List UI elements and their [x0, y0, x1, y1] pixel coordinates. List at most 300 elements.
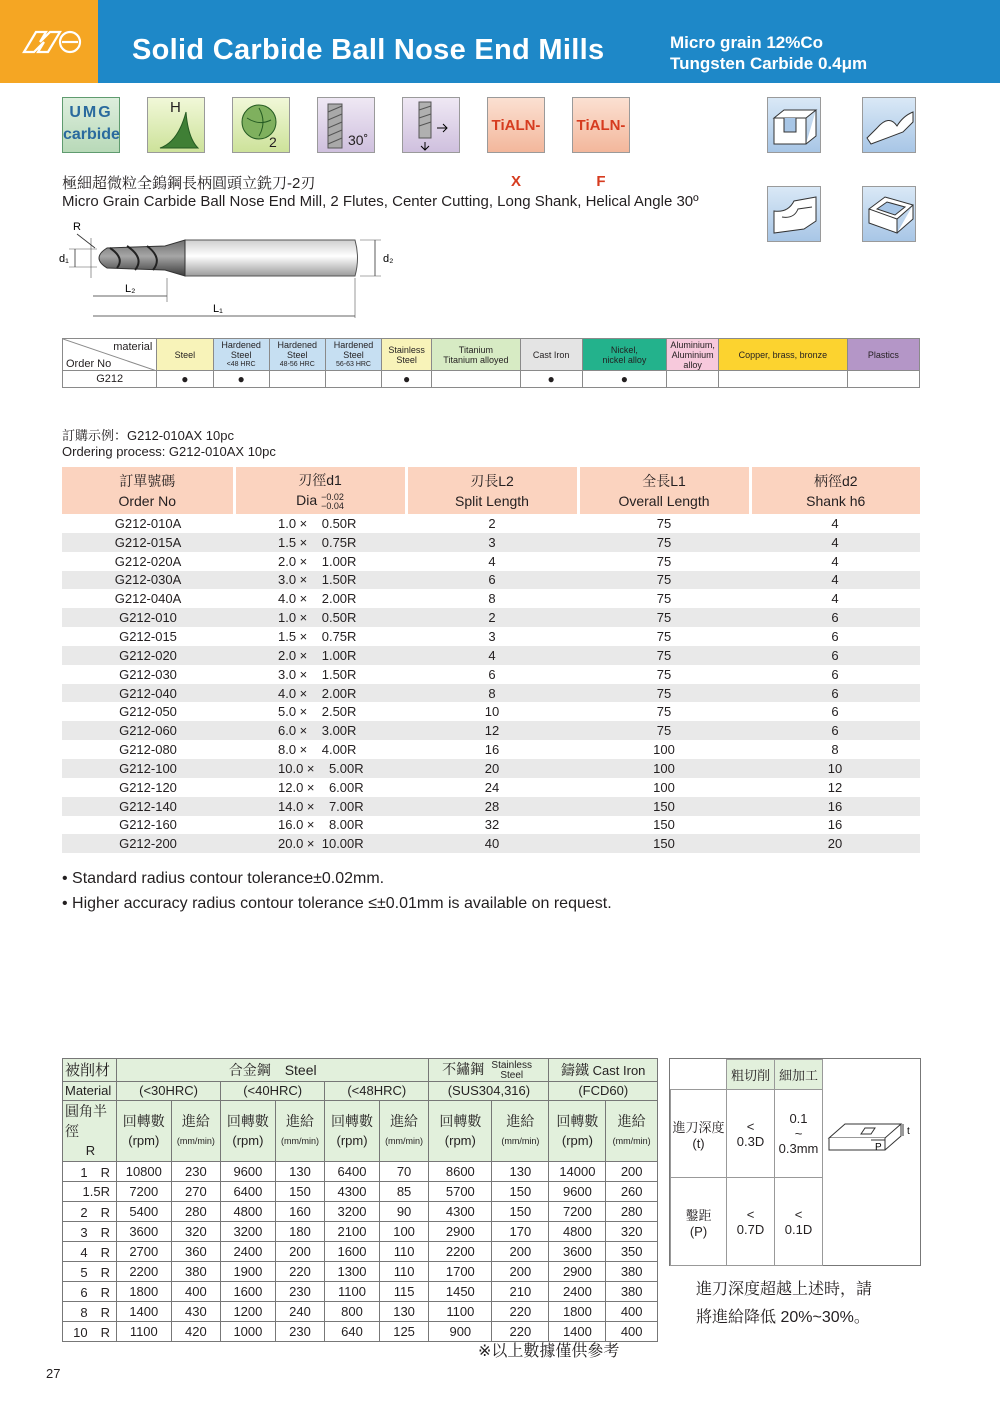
overall-length-cell: 75 — [578, 684, 750, 703]
rpm-cell: 2900 — [549, 1262, 606, 1282]
rpm-cell: 1600 — [221, 1282, 276, 1302]
rpm-cell: 9600 — [549, 1182, 606, 1202]
rpm-cn: 回轉數 — [556, 1113, 599, 1130]
cutting-row — [63, 1162, 658, 1182]
rpm-cell: 1000 — [221, 1322, 276, 1342]
cast-en: Cast Iron — [592, 1062, 646, 1078]
order-no-cell: G212-100 — [62, 759, 234, 778]
col-overall-length-en: Overall Length — [618, 492, 710, 509]
rpm-cell: 4300 — [429, 1202, 492, 1222]
spec-row — [62, 834, 920, 853]
ordering-example-en: Ordering process: G212-010AX 10pc — [62, 444, 276, 459]
rpm-cell: 9600 — [221, 1162, 276, 1182]
shank-cell: 8 — [831, 742, 839, 758]
material-col-label: Nickel, — [610, 344, 638, 355]
t-label: t — [907, 1125, 910, 1137]
shank-cell: 12 — [827, 779, 843, 795]
feed-cell: 280 — [606, 1202, 658, 1222]
feed-cn: 進給 — [506, 1113, 535, 1130]
shank-cell: 20 — [750, 834, 920, 853]
col-dia-en-wrap — [236, 490, 405, 510]
label-l1: L₁ — [213, 303, 223, 315]
radius-cell: 4 R — [63, 1242, 117, 1262]
rpm-cell: 1400 — [549, 1322, 606, 1342]
rpm-header — [117, 1101, 172, 1162]
shank-cell: 6 — [750, 684, 920, 703]
col-split-length-cn: 刃長L2 — [470, 472, 514, 489]
depth-en: (t) — [692, 1135, 705, 1151]
suitability-mark — [325, 371, 381, 388]
dia-cell: 1.5 × 0.75R — [278, 628, 357, 644]
feed-cell: 380 — [606, 1262, 658, 1282]
feed-cell: 420 — [171, 1322, 221, 1342]
spec-header-row — [62, 467, 920, 514]
overall-length-cell: 75 — [656, 704, 672, 720]
shank-cell: 6 — [750, 646, 920, 665]
feed-cell: 320 — [606, 1222, 658, 1242]
rpm-cell: 2400 — [221, 1242, 276, 1262]
dia-cell: 4.0 × 2.00R — [234, 684, 406, 703]
rpm-cell: 14000 — [549, 1162, 606, 1182]
rpm-cell: 4800 — [549, 1222, 606, 1242]
order-no-cell: G212-015 — [119, 628, 177, 644]
material-col-5 — [432, 339, 520, 371]
material-col-8 — [667, 339, 719, 371]
shank-cell: 4 — [750, 533, 920, 552]
material-col-7 — [582, 339, 666, 371]
depth-pitch-table — [670, 1059, 920, 1266]
feed-unit: (mm/min) — [176, 1136, 215, 1147]
dia-cell: 16.0 × 8.00R — [278, 817, 364, 833]
feed-unit: (mm/min) — [612, 1136, 651, 1147]
rpm-cell: 2400 — [549, 1282, 606, 1302]
depth-finish-a: 0.1 — [789, 1111, 808, 1126]
page-number: 27 — [46, 1366, 61, 1381]
col-overall-length — [578, 467, 750, 514]
overall-length-cell: 75 — [578, 721, 750, 740]
label-l2: L₂ — [125, 283, 136, 295]
overall-length-cell: 75 — [656, 628, 672, 644]
radius-cell: 1.5R — [63, 1182, 117, 1202]
depth-finish — [775, 1090, 823, 1178]
split-length-cell: 8 — [488, 591, 496, 607]
suitability-mark — [719, 371, 847, 388]
shank-cell: 6 — [750, 721, 920, 740]
rpm-cell: 1100 — [117, 1322, 172, 1342]
dia-cell: 4.0 × 2.00R — [278, 591, 357, 607]
rpm-cell: 2200 — [117, 1262, 172, 1282]
material-col-label: Hardened Steel — [221, 339, 261, 360]
rpm-cell: 1200 — [221, 1302, 276, 1322]
feed-cell: 110 — [379, 1242, 429, 1262]
rpm-cell: 4800 — [221, 1202, 276, 1222]
material-col-3 — [325, 339, 381, 371]
spec-row — [62, 721, 920, 740]
radius-cell: 1 R — [63, 1162, 117, 1182]
rpm-cell: 3600 — [549, 1242, 606, 1262]
rpm-cell: 4300 — [325, 1182, 380, 1202]
rpm-cn: 回轉數 — [439, 1113, 482, 1130]
rpm-cell: 1100 — [325, 1282, 380, 1302]
stainless-cn: 不鏽鋼 — [442, 1061, 485, 1077]
feed-cell: 70 — [379, 1162, 429, 1182]
feed-cell: 180 — [275, 1222, 325, 1242]
feed-unit: (mm/min) — [280, 1136, 319, 1147]
rpm-cell: 800 — [325, 1302, 380, 1322]
split-length-cell: 20 — [406, 759, 578, 778]
material-col-sub: 48-56 HRC — [279, 360, 315, 368]
col-shank-en: Shank h6 — [806, 492, 866, 509]
material-col-0 — [157, 339, 213, 371]
page-title: Solid Carbide Ball Nose End Mills — [132, 34, 605, 66]
rpm-cell: 1800 — [549, 1302, 606, 1322]
cutting-row — [63, 1202, 658, 1222]
feed-cell: 90 — [379, 1202, 429, 1222]
feed-header — [606, 1101, 658, 1162]
cutting-row — [63, 1242, 658, 1262]
feed-cn: 進給 — [617, 1113, 646, 1130]
rpm-unit: (rpm) — [336, 1133, 368, 1149]
spec-row — [62, 571, 920, 590]
feed-cell: 200 — [492, 1242, 549, 1262]
radius-cell: 10 R — [63, 1322, 117, 1342]
depth-rough — [727, 1090, 775, 1178]
depth-diagram-cell — [823, 1060, 921, 1266]
hardness-label: H — [170, 99, 181, 116]
overall-length-cell: 75 — [578, 571, 750, 590]
feed-reduction-note-2: 將進給降低 20%~30%。 — [696, 1309, 870, 1326]
suitability-mark — [432, 371, 520, 388]
dia-cell: 10.0 × 5.00R — [234, 759, 406, 778]
rpm-cell: 5400 — [117, 1202, 172, 1222]
radius-cell: 3 R — [63, 1222, 117, 1242]
radius-en: R — [85, 1143, 96, 1159]
cutting-row — [63, 1182, 658, 1202]
rpm-cell: 2700 — [117, 1242, 172, 1262]
cond-sus: (SUS304,316) — [429, 1081, 549, 1101]
feed-cell: 350 — [606, 1242, 658, 1262]
dia-cell: 12.0 × 6.00R — [278, 779, 364, 795]
feed-cell: 130 — [379, 1302, 429, 1322]
dia-cell: 3.0 × 1.50R — [278, 666, 357, 682]
overall-length-cell: 75 — [656, 515, 672, 531]
rpm-header — [429, 1101, 492, 1162]
depth-rough-val: 0.3D — [736, 1133, 765, 1149]
shank-cell: 6 — [831, 628, 839, 644]
material-col-sub: 56-63 HRC — [335, 360, 371, 368]
shank-cell: 4 — [831, 515, 839, 531]
label-d2: d₂ — [383, 253, 394, 265]
depth-pitch-panel — [669, 1058, 921, 1266]
feed-cell: 220 — [275, 1262, 325, 1282]
material-col-6 — [520, 339, 582, 371]
alloy-steel-header: 合金鋼 Steel — [117, 1059, 429, 1082]
suitability-mark — [269, 371, 325, 388]
col-split-length — [406, 467, 578, 514]
note-standard-tolerance-text: Standard radius contour tolerance±0.02mm. — [72, 870, 385, 887]
product-description-en: Micro Grain Carbide Ball Nose End Mill, 2 Flutes, Center Cutting, Long Shank, Helical Angle 30º — [62, 193, 699, 210]
cutting-conditions-table — [62, 1058, 658, 1342]
feed-cell: 125 — [379, 1322, 429, 1342]
pitch-en: (P) — [689, 1223, 708, 1239]
material-col-4 — [382, 339, 432, 371]
order-no-cell: G212-080 — [119, 742, 177, 758]
shank-cell: 4 — [831, 591, 839, 607]
rpm-cell: 1800 — [117, 1282, 172, 1302]
feed-cell: 150 — [492, 1202, 549, 1222]
cutting-row — [63, 1262, 658, 1282]
suitability-mark: ● — [157, 371, 213, 388]
rpm-cell: 900 — [429, 1322, 492, 1342]
order-no-cell: G212-120 — [119, 779, 177, 795]
material-col-1 — [213, 339, 269, 371]
feed-reduction-note-1: 進刀深度超越上述時，請 — [696, 1281, 873, 1298]
rpm-cell: 3200 — [221, 1222, 276, 1242]
overall-length-cell: 150 — [578, 834, 750, 853]
cut-header-row-1 — [63, 1059, 658, 1082]
order-no-cell: G212-200 — [62, 834, 234, 853]
coating-tialn-f-icon: TiALN-F — [572, 97, 630, 153]
order-no-cell: G212-030 — [119, 666, 177, 682]
depth-finish-b: 0.3mm — [778, 1141, 819, 1156]
feed-cell: 230 — [275, 1282, 325, 1302]
overall-length-cell: 75 — [578, 646, 750, 665]
feed-cell: 230 — [275, 1322, 325, 1342]
spec-row — [62, 627, 920, 646]
coating-tialn-x-icon: TiALN-X — [487, 97, 545, 153]
page-header — [0, 0, 1000, 83]
material-row-label: G212 — [63, 371, 157, 388]
note-standard-tolerance: • Standard radius contour tolerance±0.02mm. — [62, 870, 385, 887]
note-high-accuracy: • Higher accuracy radius contour tolerance ≤±0.01mm is available on request. — [62, 895, 612, 912]
rpm-header — [221, 1101, 276, 1162]
order-no-cell: G212-050 — [119, 704, 177, 720]
dia-cell: 20.0 × 10.00R — [234, 834, 406, 853]
split-length-cell: 4 — [406, 646, 578, 665]
overall-length-cell: 150 — [653, 817, 675, 833]
overall-length-cell: 75 — [578, 533, 750, 552]
feed-cell: 85 — [379, 1182, 429, 1202]
rpm-unit: (rpm) — [128, 1133, 160, 1149]
rpm-cell: 2100 — [325, 1222, 380, 1242]
rpm-header — [325, 1101, 380, 1162]
reference-note: ※以上數據僅供參考 — [478, 1343, 620, 1360]
p-label: P — [875, 1141, 882, 1153]
rpm-cell: 8600 — [429, 1162, 492, 1182]
pocket-machining-icon — [862, 186, 916, 242]
cutting-row — [63, 1222, 658, 1242]
center-cutting-icon — [402, 97, 460, 153]
order-no-cell: G212-040 — [62, 684, 234, 703]
material-col-sub: nickel alloy — [602, 354, 647, 365]
split-length-cell: 28 — [406, 797, 578, 816]
rpm-cell: 640 — [325, 1322, 380, 1342]
hardness-icon — [147, 97, 205, 153]
spec-row — [62, 797, 920, 816]
cut-header-row-2 — [63, 1081, 658, 1101]
suitability-mark: ● — [582, 371, 666, 388]
material-suitability-table — [62, 338, 920, 388]
feed-cell: 270 — [171, 1182, 221, 1202]
material-col-label: Aluminium, Aluminium alloy — [670, 339, 715, 370]
rpm-unit: (rpm) — [232, 1133, 264, 1149]
overall-length-cell: 75 — [656, 591, 672, 607]
label-r: R — [73, 221, 81, 233]
dia-cell: 14.0 × 7.00R — [234, 797, 406, 816]
spec-row — [62, 552, 920, 571]
rpm-cn: 回轉數 — [226, 1113, 269, 1130]
feed-cell: 400 — [171, 1282, 221, 1302]
spec-row — [62, 778, 920, 797]
material-col-label: Cast Iron — [532, 349, 570, 360]
overall-length-cell: 100 — [653, 779, 675, 795]
cond-40hrc: (<40HRC) — [221, 1081, 325, 1101]
pitch-finish-val: 0.1D — [784, 1221, 813, 1237]
brand-logo — [0, 0, 98, 83]
radius-cell: 5 R — [63, 1262, 117, 1282]
suitability-mark: ● — [520, 371, 582, 388]
specification-table — [62, 467, 920, 853]
feed-cn: 進給 — [285, 1113, 314, 1130]
feed-header — [492, 1101, 549, 1162]
slot-machining-icon — [767, 97, 821, 153]
feed-cell: 200 — [275, 1242, 325, 1262]
stainless-en: Stainless Steel — [491, 1059, 532, 1081]
umg-label: UMG — [69, 104, 113, 121]
shank-cell: 10 — [750, 759, 920, 778]
rpm-cell: 1700 — [429, 1262, 492, 1282]
radius-header — [63, 1101, 117, 1162]
spec-row — [62, 684, 920, 703]
material-col-label: Copper, brass, bronze — [738, 349, 828, 360]
umg-carbide-icon — [62, 97, 120, 153]
tol-top: −0.02 — [321, 491, 344, 502]
overall-length-cell: 100 — [653, 742, 675, 758]
feed-cell: 380 — [171, 1262, 221, 1282]
split-length-cell: 4 — [488, 553, 496, 569]
feed-cell: 130 — [275, 1162, 325, 1182]
split-length-cell: 10 — [484, 704, 500, 720]
material-col-10 — [847, 339, 919, 371]
material-col-label: Titanium — [458, 344, 493, 355]
spec-row — [62, 589, 920, 608]
helix-label: 30˚ — [348, 132, 369, 148]
cond-30hrc: (<30HRC) — [117, 1081, 221, 1101]
split-length-cell: 12 — [406, 721, 578, 740]
shank-cell: 16 — [750, 797, 920, 816]
feed-unit: (mm/min) — [501, 1136, 540, 1147]
material-cn: 被削材 — [63, 1059, 117, 1082]
dia-cell: 1.5 × 0.75R — [234, 533, 406, 552]
feed-cell: 110 — [379, 1262, 429, 1282]
feed-cell: 280 — [171, 1202, 221, 1222]
feed-cn: 進給 — [390, 1113, 419, 1130]
split-length-cell: 40 — [406, 834, 578, 853]
material-col-label: Hardened Steel — [333, 339, 374, 360]
profile-machining-icon — [862, 97, 916, 153]
spec-row — [62, 816, 920, 835]
col-dia-cn: 刃徑d1 — [298, 472, 342, 489]
pitch-finish — [775, 1178, 823, 1266]
material-col-2 — [269, 339, 325, 371]
depth-rough-lt: < — [746, 1118, 755, 1134]
rpm-cell: 7200 — [117, 1182, 172, 1202]
shank-cell: 16 — [827, 817, 843, 833]
split-length-cell: 3 — [488, 628, 496, 644]
3d-contour-icon — [767, 186, 821, 242]
spec-row — [62, 665, 920, 684]
rpm-cell: 1900 — [221, 1262, 276, 1282]
order-no-cell: G212-010 — [62, 608, 234, 627]
col-order-no-en: Order No — [118, 492, 177, 509]
feed-cell: 200 — [492, 1262, 549, 1282]
order-no-cell: G212-020 — [62, 646, 234, 665]
order-no-cell: G212-060 — [62, 721, 234, 740]
pitch-rough — [727, 1178, 775, 1266]
feed-cell: 320 — [171, 1222, 221, 1242]
pitch-rough-lt: < — [746, 1206, 755, 1222]
radius-cell: 6 R — [63, 1282, 117, 1302]
carbide-label: carbide — [63, 126, 120, 143]
dia-cell: 1.0 × 0.50R — [234, 608, 406, 627]
rpm-cell: 1600 — [325, 1242, 380, 1262]
feed-cell: 220 — [492, 1322, 549, 1342]
split-length-cell: 8 — [406, 684, 578, 703]
product-description-cn: 極細超微粒全鎢鋼長柄圓頭立銑刀-2刃 — [62, 175, 316, 192]
shank-cell: 6 — [831, 666, 839, 682]
shank-cell: 6 — [831, 704, 839, 720]
col-shank — [750, 467, 920, 514]
feed-cell: 210 — [492, 1282, 549, 1302]
rpm-cell: 1400 — [117, 1302, 172, 1322]
material-corner-cell — [63, 339, 157, 371]
corner-order-label: Order No — [66, 358, 112, 370]
dia-cell: 6.0 × 3.00R — [234, 721, 406, 740]
suitability-mark — [667, 371, 719, 388]
overall-length-cell: 150 — [578, 797, 750, 816]
finish-header: 細加工 — [775, 1060, 823, 1090]
split-length-cell: 16 — [484, 742, 500, 758]
order-no-cell: G212-040A — [114, 591, 182, 607]
dia-cell: 8.0 × 4.00R — [278, 742, 357, 758]
col-split-length-en: Split Length — [455, 492, 529, 509]
cond-48hrc: (<48HRC) — [325, 1081, 429, 1101]
order-no-cell: G212-140 — [62, 797, 234, 816]
split-length-cell: 2 — [406, 608, 578, 627]
spec-row — [62, 702, 920, 721]
radius-cell: 2 R — [63, 1202, 117, 1222]
feed-cell: 200 — [606, 1162, 658, 1182]
corner-material-label: material — [113, 341, 153, 353]
rpm-cell: 6400 — [221, 1182, 276, 1202]
label-d1: d₁ — [59, 253, 69, 265]
material-col-sub: Titanium alloyed — [443, 354, 509, 365]
shank-cell: 6 — [750, 608, 920, 627]
order-no-cell: G212-160 — [119, 817, 177, 833]
material-en: Material — [63, 1081, 117, 1101]
material-col-label: Hardened Steel — [277, 339, 318, 360]
split-length-cell: 32 — [484, 817, 500, 833]
overall-length-cell: 75 — [656, 553, 672, 569]
dia-cell: 5.0 × 2.50R — [278, 704, 357, 720]
spec-row — [62, 608, 920, 627]
spec-row — [62, 646, 920, 665]
rpm-cell: 2900 — [429, 1222, 492, 1242]
feed-cell: 150 — [492, 1182, 549, 1202]
rpm-cell: 5700 — [429, 1182, 492, 1202]
split-length-cell: 6 — [488, 666, 496, 682]
depth-diagram — [825, 1110, 921, 1190]
